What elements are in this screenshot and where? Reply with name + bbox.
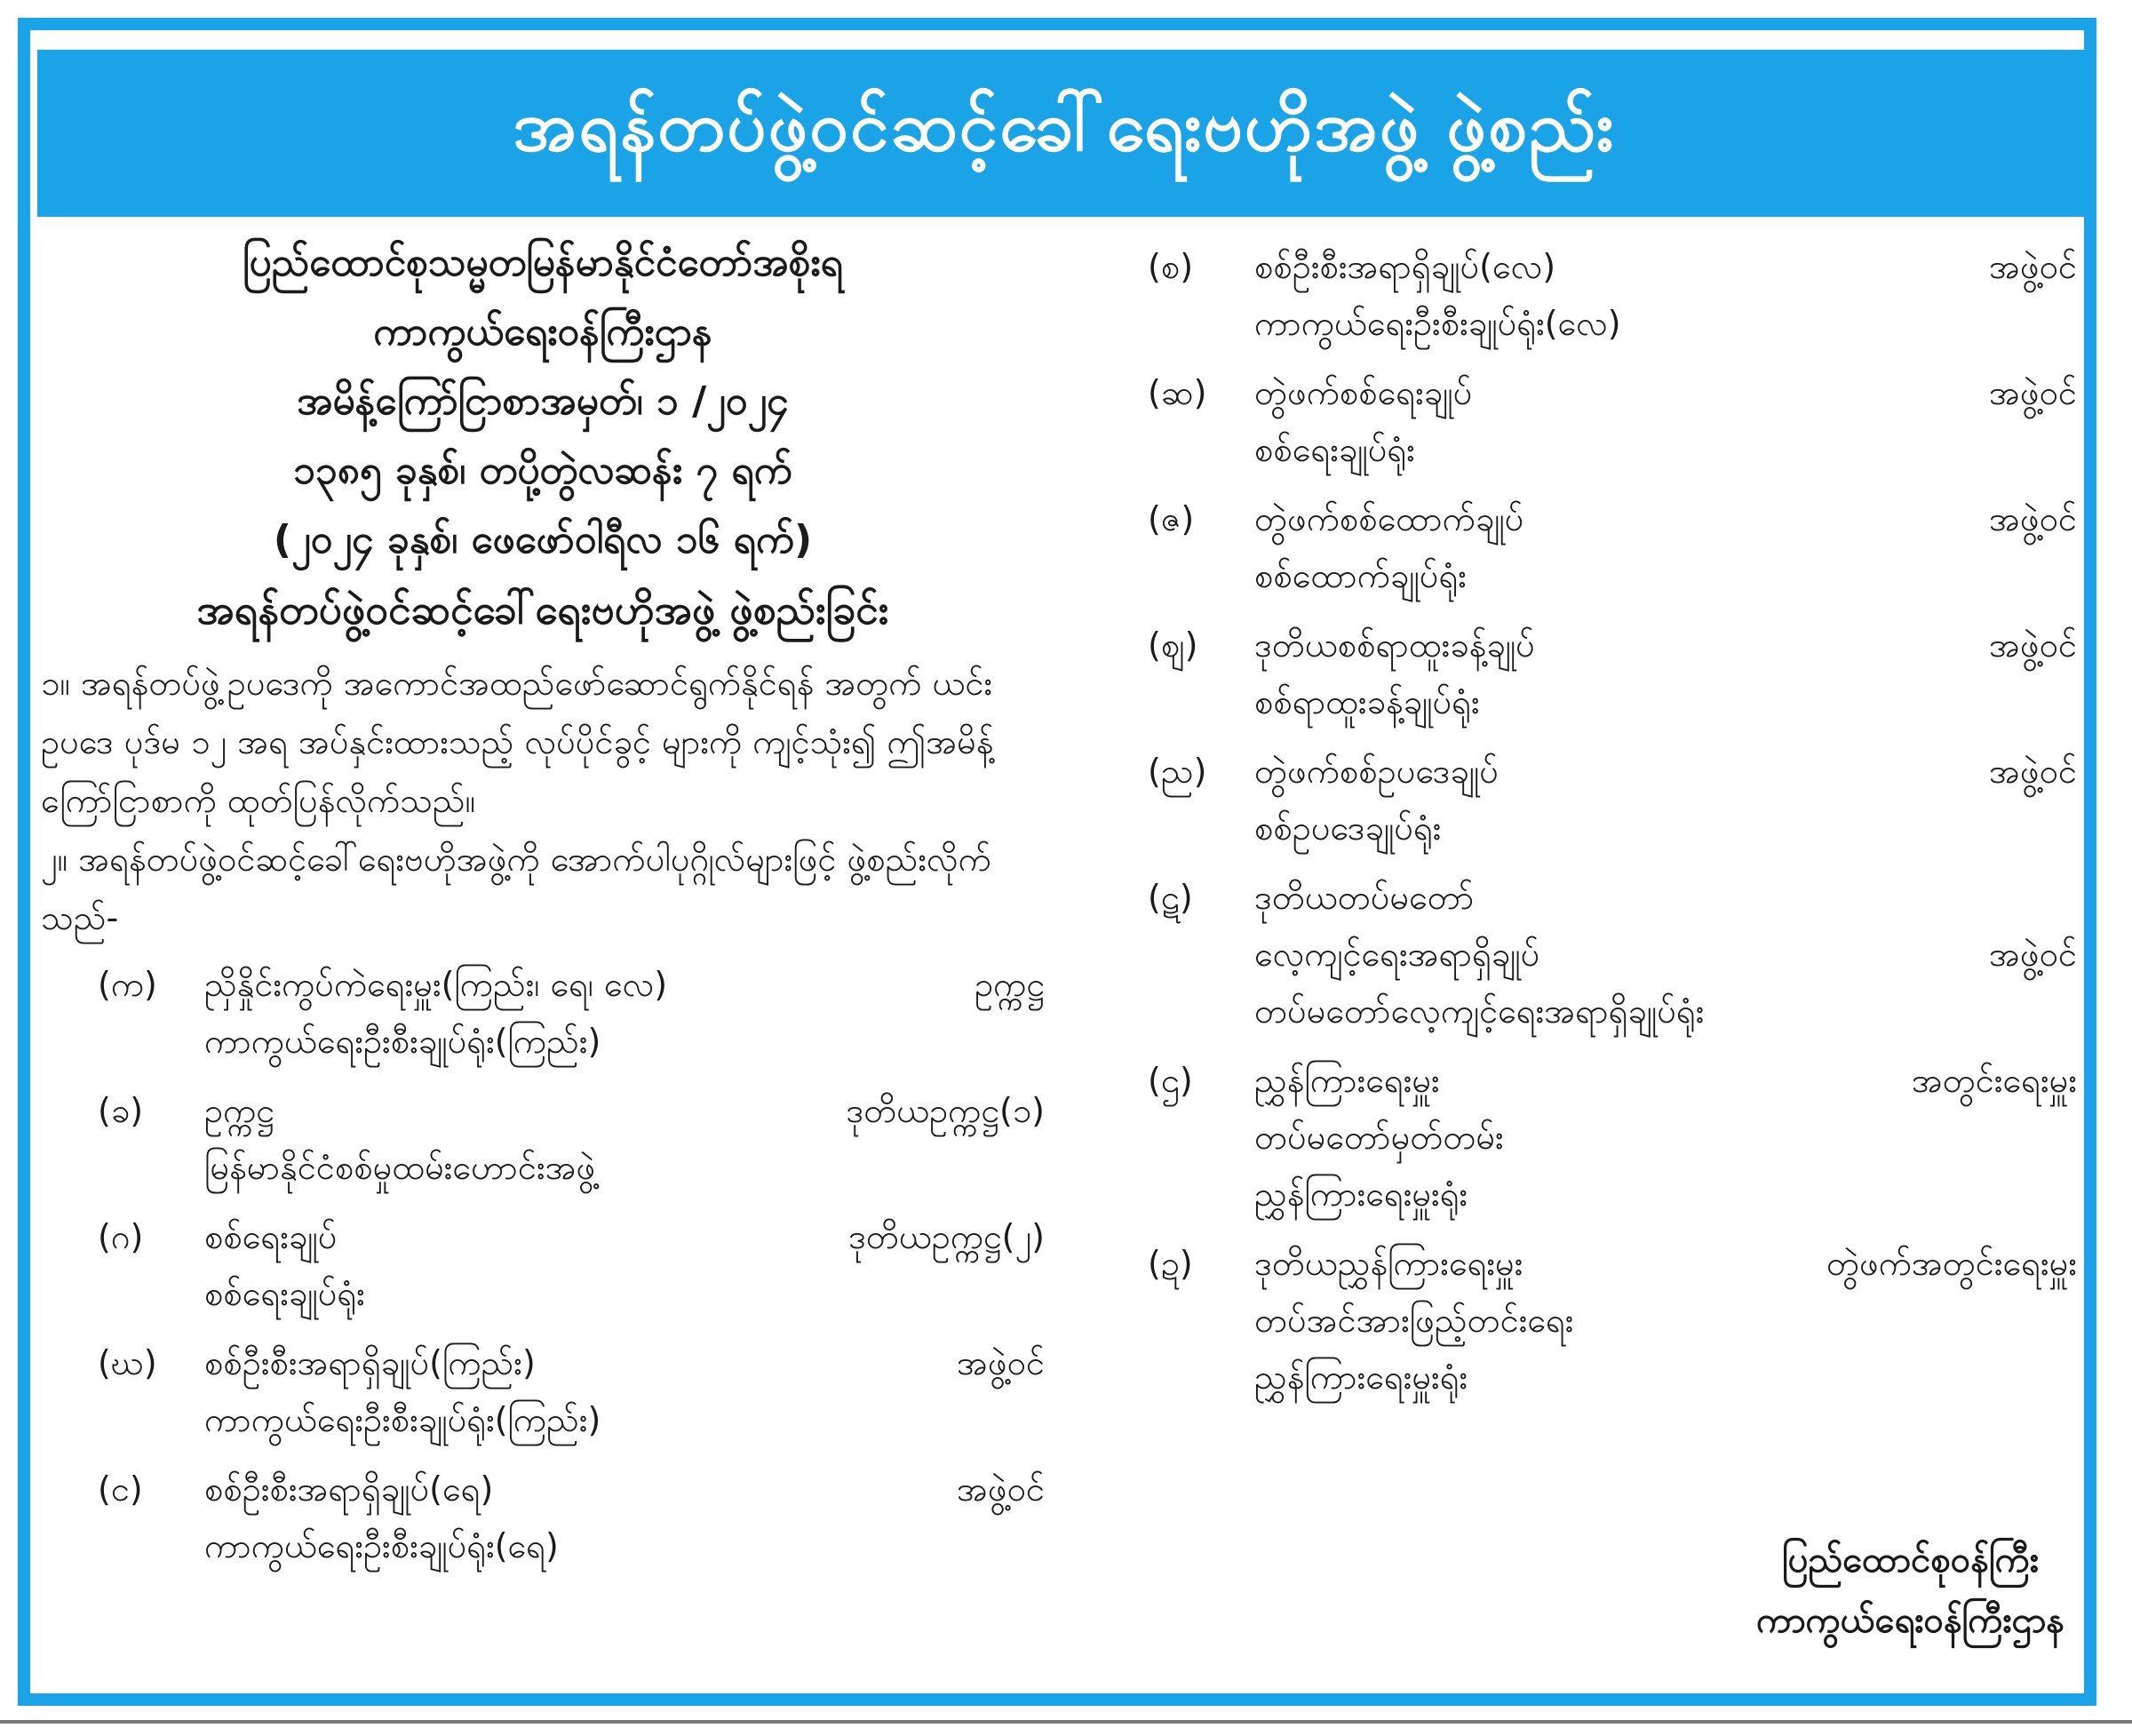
member-index: (ည) bbox=[1148, 752, 1207, 791]
ministry-name: ကာကွယ်ရေးဝန်ကြီးဌာန bbox=[373, 309, 712, 354]
member-title-line: တွဲဖက်စစ်ထောက်ချုပ် bbox=[1254, 499, 1524, 538]
member-title-line: စစ်ရေးချုပ် bbox=[204, 1217, 338, 1256]
member-title-line: စစ်ဦးစီးအရာရှိချုပ်(ကြည်း) bbox=[204, 1343, 536, 1382]
bottom-divider bbox=[0, 1720, 2132, 1724]
right-member-list bbox=[1148, 238, 2077, 1406]
member-title-line: တပ်မတော်မှတ်တမ်း bbox=[1254, 1118, 1504, 1157]
member-title bbox=[1148, 238, 2077, 352]
member-title-line: စစ်ဥပဒေချုပ်ရုံး bbox=[1254, 808, 1442, 848]
paragraph-1: ၁။ အရန်တပ်ဖွဲ့ဥပဒေကို အကောင်အထည်ဖော်ဆောင်ရွက်နိုင်ရန် အတွက် ယင်းဥပဒေ ပုဒ်မ ၁၂ အရ အပ်နှင်းထားသည့် လုပ်ပိုင်ခွင့် များကို ကျင့်သုံး၍ ဤအမိန့်ကြော်ငြာစာကို ထုတ်ပြန်လိုက်သည်။ bbox=[41, 664, 994, 820]
member-item bbox=[1148, 490, 2077, 604]
member-index: (ဈ) bbox=[1148, 625, 1198, 665]
member-role: ဥက္ကဋ္ဌ bbox=[975, 965, 1045, 1004]
myanmar-date: ၁၃၈၅ ခုနှစ်၊ တပို့တွဲလဆန်း ၇ ရက် bbox=[293, 448, 792, 493]
member-role: တွဲဖက်အတွင်းရေးမှူး bbox=[1826, 1244, 2077, 1283]
member-title bbox=[1148, 364, 2077, 478]
member-index: (ဃ) bbox=[98, 1343, 157, 1382]
member-role: အဖွဲ့ဝင် bbox=[956, 1469, 1045, 1509]
member-role: အဖွဲ့ဝင် bbox=[1988, 625, 2077, 665]
member-index: (ဍ) bbox=[1148, 1244, 1193, 1283]
member-role: ဒုတိယဥက္ကဋ္ဌ(၁) bbox=[846, 1091, 1045, 1130]
member-title-line: စစ်ရေးချုပ်ရုံး bbox=[204, 1274, 365, 1313]
member-item bbox=[98, 1461, 1045, 1574]
member-title-line: စစ်ထောက်ချုပ်ရုံး bbox=[1254, 556, 1467, 595]
left-member-list bbox=[41, 956, 1045, 1574]
member-item bbox=[98, 956, 1045, 1070]
member-title-line: စစ်ဦးစီးအရာရှိချုပ်(လေ) bbox=[1254, 247, 1556, 286]
signature-ministry: ကာကွယ်ရေးဝန်ကြီးဌာန bbox=[1756, 1600, 2064, 1641]
member-role: ဒုတိယဥက္ကဋ္ဌ(၂) bbox=[848, 1217, 1045, 1256]
member-title-line: ညွှန်ကြားရေးမှူးရုံး bbox=[1254, 1175, 1468, 1214]
member-title bbox=[1148, 490, 2077, 604]
member-title-line: ဒုတိယစစ်ရာထူးခန့်ချုပ် bbox=[1254, 625, 1535, 665]
government-name: ပြည်ထောင်စုသမ္မတမြန်မာနိုင်ငံတော်အစိုးရ bbox=[243, 240, 843, 285]
member-title bbox=[98, 1334, 1045, 1448]
member-item bbox=[1148, 869, 2077, 1039]
member-title-line: ကာကွယ်ရေးဦးစီးချုပ်ရုံး(လေ) bbox=[1254, 304, 1621, 343]
member-title-line: ညှိနှိုင်းကွပ်ကဲရေးမှူး(ကြည်း၊ ရေ၊ လေ) bbox=[204, 965, 668, 1004]
member-title-line: လေ့ကျင့်ရေးအရာရှိချုပ် bbox=[1254, 935, 1540, 974]
member-title bbox=[98, 1461, 1045, 1574]
member-title-line: စစ်ဦးစီးအရာရှိချုပ်(ရေ) bbox=[204, 1469, 494, 1509]
member-index: (င) bbox=[98, 1469, 143, 1509]
member-title-line: ညွှန်ကြားရေးမှူးရုံး bbox=[1254, 1358, 1468, 1397]
notice-subject: အရန်တပ်ဖွဲ့ဝင်ဆင့်ခေါ်ရေးဗဟိုအဖွဲ့ ဖွဲ့စည်းခြင်း bbox=[196, 585, 889, 633]
member-title-line: ကာကွယ်ရေးဦးစီးချုပ်ရုံး(ရေ) bbox=[204, 1526, 559, 1565]
member-role: အဖွဲ့ဝင် bbox=[1988, 499, 2077, 538]
member-role: အဖွဲ့ဝင် bbox=[956, 1343, 1045, 1382]
member-item bbox=[98, 1334, 1045, 1448]
title-banner bbox=[37, 50, 2091, 217]
member-title-line: ကာကွယ်ရေးဦးစီးချုပ်ရုံး(ကြည်း) bbox=[204, 1022, 601, 1061]
member-title-line: တွဲဖက်စစ်ဥပဒေချုပ် bbox=[1254, 752, 1499, 791]
member-item bbox=[1148, 364, 2077, 478]
member-index: (စ) bbox=[1148, 247, 1194, 286]
member-title-line: တပ်မတော်လေ့ကျင့်ရေးအရာရှိချုပ်ရုံး bbox=[1254, 991, 1705, 1031]
member-title-line: ဥက္ကဋ္ဌ bbox=[204, 1091, 274, 1130]
member-index: (ဌ) bbox=[1148, 1061, 1193, 1100]
member-item bbox=[98, 1208, 1045, 1322]
member-item bbox=[1148, 1235, 2077, 1406]
member-item bbox=[98, 1082, 1045, 1196]
member-index: (က) bbox=[98, 965, 157, 1004]
left-column bbox=[41, 238, 1045, 1704]
member-item bbox=[1148, 743, 2077, 856]
member-index: (ဂ) bbox=[98, 1217, 144, 1256]
banner-title: အရန်တပ်ဖွဲ့ဝင်ဆင့်ခေါ်ရေးဗဟိုအဖွဲ့ ဖွဲ့စည်း bbox=[513, 86, 1616, 167]
member-item bbox=[1148, 617, 2077, 730]
member-item bbox=[1148, 238, 2077, 352]
member-title-line: ကာကွယ်ရေးဦးစီးချုပ်ရုံး(ကြည်း) bbox=[204, 1400, 601, 1439]
member-title-line: မြန်မာနိုင်ငံစစ်မှုထမ်းဟောင်းအဖွဲ့ bbox=[204, 1148, 596, 1187]
member-index: (ဆ) bbox=[1148, 373, 1207, 412]
member-title-line: တပ်အင်အားဖြည့်တင်းရေး bbox=[1254, 1301, 1574, 1340]
member-title-line: ဒုတိယတပ်မတော် bbox=[1254, 878, 1475, 917]
gregorian-date: (၂၀၂၄ ခုနှစ်၊ ဖေဖော်ဝါရီလ ၁၆ ရက်) bbox=[273, 517, 813, 562]
member-item bbox=[1148, 1052, 2077, 1222]
member-index: (ဇ) bbox=[1148, 499, 1195, 538]
member-title bbox=[1148, 869, 2077, 1039]
member-title-line: စစ်ရာထူးခန့်ချုပ်ရုံး bbox=[1254, 682, 1480, 721]
signature-block bbox=[1756, 1530, 2064, 1651]
notification-number: အမိန့်ကြော်ငြာစာအမှတ်၊ ၁ /၂၀၂၄ bbox=[297, 378, 789, 424]
member-title bbox=[98, 956, 1045, 1070]
paragraph-2: ၂။ အရန်တပ်ဖွဲ့ဝင်ဆင့်ခေါ်ရေးဗဟိုအဖွဲ့ကို အောက်ပါပုဂ္ဂိုလ်များဖြင့် ဖွဲ့စည်းလိုက်သည်- bbox=[41, 840, 991, 937]
member-role: အဖွဲ့ဝင် bbox=[1988, 247, 2077, 286]
member-index: (ဋ) bbox=[1148, 878, 1193, 917]
member-title bbox=[1148, 617, 2077, 730]
member-title-line: ညွှန်ကြားရေးမှူး bbox=[1254, 1061, 1440, 1100]
member-role: အဖွဲ့ဝင် bbox=[1988, 935, 2077, 974]
member-role: အဖွဲ့ဝင် bbox=[1988, 373, 2077, 412]
member-index: (ခ) bbox=[98, 1091, 144, 1130]
member-role: အတွင်းရေးမှူး bbox=[1911, 1061, 2077, 1100]
member-role: အဖွဲ့ဝင် bbox=[1988, 752, 2077, 791]
member-title-line: တွဲဖက်စစ်ရေးချုပ် bbox=[1254, 373, 1473, 412]
right-column bbox=[1148, 238, 2077, 1704]
member-title bbox=[1148, 743, 2077, 856]
member-title-line: ဒုတိယညွှန်ကြားရေးမှူး bbox=[1254, 1244, 1523, 1283]
signature-title: ပြည်ထောင်စုဝန်ကြီး bbox=[1782, 1540, 2039, 1581]
member-title-line: စစ်ရေးချုပ်ရုံး bbox=[1254, 430, 1415, 469]
